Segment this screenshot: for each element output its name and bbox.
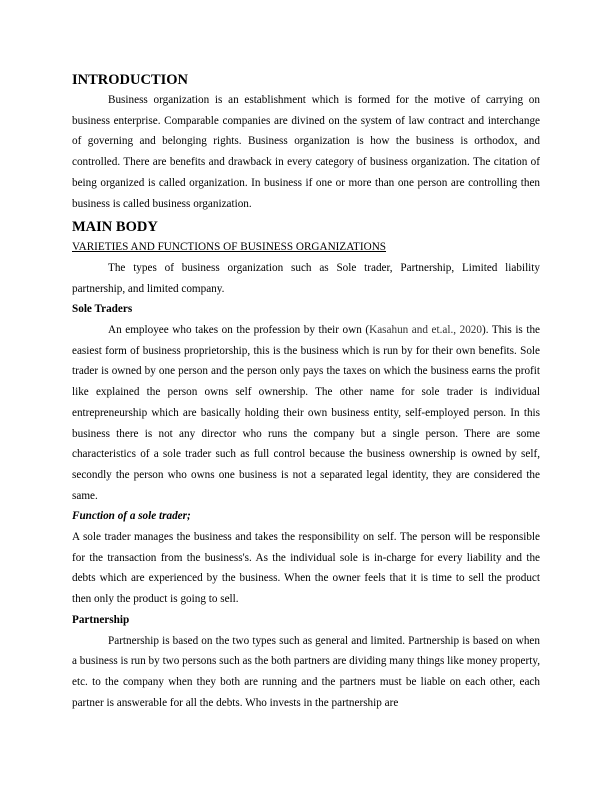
main-body-intro-paragraph: The types of business organization such as Sole trader, Partnership, Limited liability partnership, and limited company. — [72, 261, 540, 295]
sole-traders-text-end: ). This is the easiest form of business proprietorship, this is the business which is run by for their own benefits. Sole trader is owned by one person and the person only pays the taxes on which the business earns the profit like explained the person owns self ownership. The other name for sole trader is individual entrepreneurship which are basically holding their own business entity, self-employed person. In this business there is not any director who runs the company but a single person. There are some characteristics of a sole trader such as full control because the business ownership is owned by self, secondly the person who owns one business is not a separated legal identity, they are considered the same. — [72, 324, 541, 502]
partnership-heading: Partnership — [72, 613, 130, 626]
sole-traders-paragraph — [72, 320, 540, 506]
partnership-paragraph: Partnership is based on the two types such as general and limited. Partnership is based on when a business is run by two persons such as the both partners are dividing many things like money property, etc. to the company when they both are running and the partners must be liable on each other, each partner is answerable for all the debts. Who invests in the partnership are — [72, 634, 540, 709]
citation-link[interactable]: Kasahun and et.al., 2020 — [369, 324, 482, 337]
sole-traders-text-start: An employee who takes on the profession by their own ( — [108, 324, 370, 337]
introduction-heading: INTRODUCTION — [72, 72, 189, 88]
function-sole-trader-heading: Function of a sole trader; — [72, 510, 191, 523]
sole-traders-heading: Sole Traders — [72, 303, 133, 316]
document-page — [72, 70, 540, 713]
main-body-heading: MAIN BODY — [72, 219, 158, 236]
introduction-paragraph: Business organization is an establishment which is formed for the motive of carrying on business enterprise. Comparable companies are divined on the system of law contract and interchange of governing and belonging rights. Business organization is how the business is orthodox, and controlled. There are benefits and drawback in every category of business organization. The citation of being organized is called organization. In business if one or more than one person are controlling then business is called business organization. — [72, 94, 540, 210]
varieties-subheading: VARIETIES AND FUNCTIONS OF BUSINESS ORGANIZATIONS — [72, 241, 387, 254]
function-sole-trader-paragraph: A sole trader manages the business and takes the responsibility on self. The person will be responsible for the transaction from the business's. As the individual sole is in-charge for every liability and the debts which are experienced by the business. When the owner feels that it is time to sell the product then only the product is going to sell. — [72, 531, 540, 606]
